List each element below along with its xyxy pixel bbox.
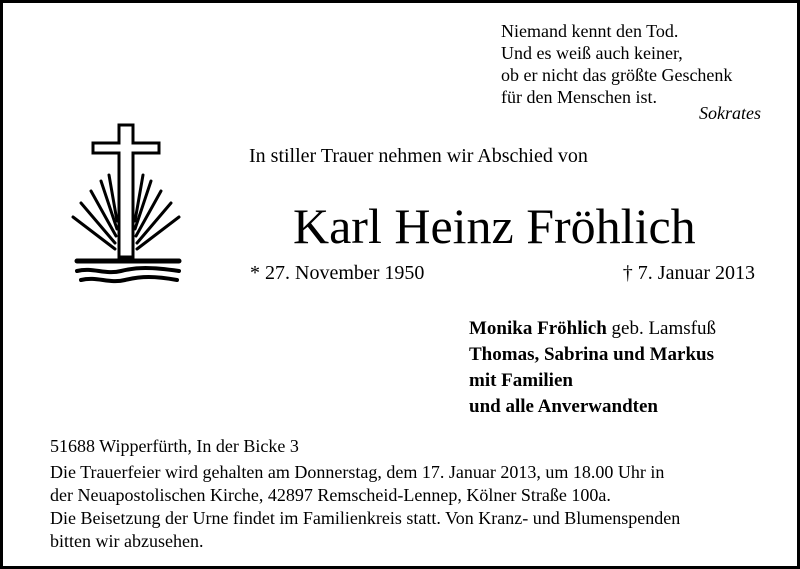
mourners-block (469, 316, 716, 420)
deceased-name: Karl Heinz Fröhlich (293, 198, 696, 254)
detail-line: bitten wir abzusehen. (50, 531, 204, 551)
birth-date: * 27. November 1950 (250, 262, 425, 284)
mourner-maiden-name: geb. Lamsfuß (606, 318, 716, 339)
mourner-line: mit Familien (469, 370, 573, 391)
death-date: † 7. Januar 2013 (622, 262, 755, 284)
detail-line: Die Beisetzung der Urne findet im Familienkreis statt. Von Kranz- und Blumenspenden (50, 508, 681, 528)
funeral-details (50, 461, 762, 553)
mourner-line: und alle Anverwandten (469, 396, 658, 417)
mourner-line: Thomas, Sabrina und Markus (469, 344, 714, 365)
quote-block (501, 20, 771, 108)
cross-sunrise-graphic (63, 121, 193, 286)
quote-line: für den Menschen ist. (501, 87, 657, 107)
detail-line: der Neuapostolischen Kirche, 42897 Remscheid-Lennep, Kölner Straße 100a. (50, 485, 611, 505)
intro-text: In stiller Trauer nehmen wir Abschied von (249, 145, 588, 167)
address-text: 51688 Wipperfürth, In der Bicke 3 (50, 436, 299, 456)
quote-line: ob er nicht das größte Geschenk (501, 65, 733, 85)
detail-line: Die Trauerfeier wird gehalten am Donnerstag, dem 17. Januar 2013, um 18.00 Uhr in (50, 462, 665, 482)
quote-line: Niemand kennt den Tod. (501, 21, 679, 41)
mourner-name: Monika Fröhlich (469, 318, 607, 339)
quote-line: Und es weiß auch keiner, (501, 43, 683, 63)
quote-author: Sokrates (699, 103, 761, 123)
mourner-line (469, 316, 716, 342)
cross-sunrise-icon (63, 121, 193, 286)
